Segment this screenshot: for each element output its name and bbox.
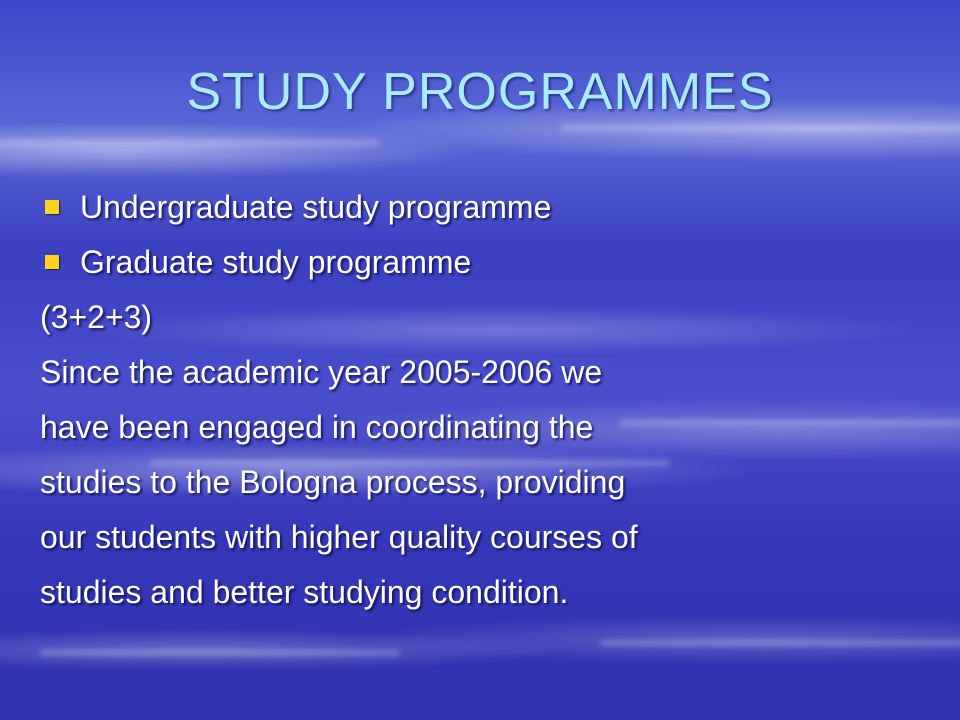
square-bullet-icon xyxy=(45,255,59,269)
body-line: studies and better studying condition. xyxy=(40,574,569,610)
body-line: Since the academic year 2005-2006 we xyxy=(40,354,603,390)
cloud-streak xyxy=(40,650,400,656)
cloud-streak xyxy=(0,140,380,146)
body-line: have been engaged in coordinating the xyxy=(40,409,594,445)
cloud-streak xyxy=(600,640,960,646)
slide-title: STUDY PROGRAMMES xyxy=(186,63,774,121)
bullet-text: Undergraduate study programme xyxy=(80,189,552,225)
bullet-text: Graduate study programme xyxy=(80,244,472,280)
body-line: studies to the Bologna process, providing xyxy=(40,464,626,500)
square-bullet-icon xyxy=(45,200,59,214)
bullet-item xyxy=(40,235,940,290)
body-line: (3+2+3) xyxy=(40,299,153,335)
bullet-item xyxy=(40,180,940,235)
slide-body xyxy=(40,180,940,620)
body-line: our students with higher quality courses of xyxy=(40,519,638,555)
cloud-streak xyxy=(560,125,960,131)
